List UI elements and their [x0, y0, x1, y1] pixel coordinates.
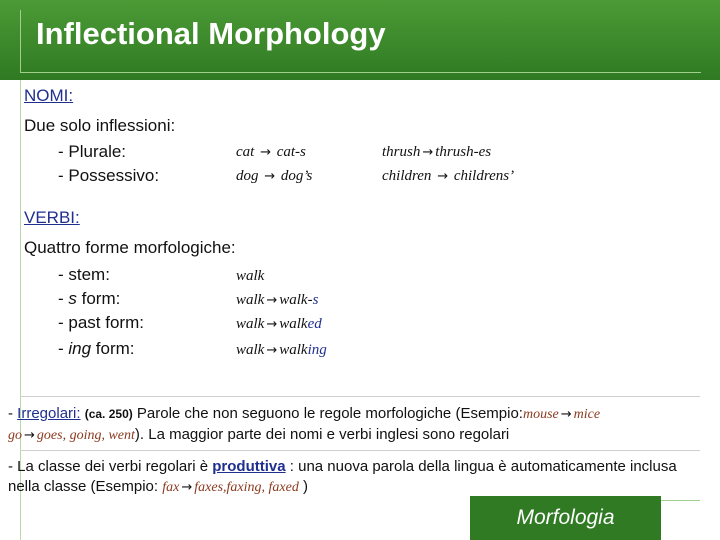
label-suffix: form:: [91, 339, 135, 358]
label-prefix: -: [58, 339, 69, 358]
example-result: mice: [573, 407, 601, 422]
label-em: ing: [68, 339, 92, 358]
regolari-text: : una nuova parola della lingua è automaticamente inclusa nella classe (Esempio:: [8, 458, 677, 495]
label-prefix: -: [58, 289, 69, 308]
arrow-icon: →: [266, 317, 278, 332]
example-base: thrush: [382, 144, 421, 160]
verbi-row-label: [58, 339, 135, 359]
verbi-intro: Quattro forme morfologiche:: [24, 238, 236, 257]
divider: [20, 450, 700, 451]
example-suffix: ing: [307, 342, 327, 358]
example-base: mouse: [522, 407, 559, 422]
arrow-icon: →: [422, 145, 434, 160]
nomi-example: [236, 144, 306, 161]
verbi-example: [236, 292, 318, 309]
verbi-row-label: - stem:: [58, 265, 110, 284]
arrow-icon: →: [264, 169, 276, 184]
title-bar: [0, 0, 720, 80]
example-suffix: ed: [307, 316, 322, 332]
example-base: dog: [236, 168, 259, 184]
example-result: goes, going, went: [36, 428, 135, 443]
verbi-heading: VERBI:: [24, 208, 80, 227]
example-result: thrush-es: [435, 144, 492, 160]
irregolari-count: (ca. 250): [84, 407, 133, 421]
example-base: cat: [236, 144, 255, 160]
nomi-intro: Due solo inflessioni:: [24, 116, 176, 135]
verbi-row-label: - past form:: [58, 313, 144, 332]
nomi-example: [382, 168, 514, 185]
regolari-text: ): [298, 478, 308, 495]
nomi-example: [236, 168, 312, 185]
regolari-text: - La classe dei verbi regolari è: [8, 458, 213, 475]
label-suffix: form:: [76, 289, 121, 308]
example-result: dog’s: [280, 168, 313, 184]
arrow-icon: →: [560, 407, 572, 422]
example-base: walk: [236, 292, 265, 308]
example-base: walk: [236, 268, 265, 284]
example-result: faxes,faxing, faxed: [194, 480, 299, 495]
arrow-icon: →: [437, 169, 449, 184]
example-base: go: [8, 428, 22, 443]
example-stem: walk: [279, 342, 308, 358]
example-stem: walk: [279, 316, 308, 332]
irregolari-text: ). La maggior parte dei nomi e verbi inglesi sono regolari: [134, 426, 510, 443]
example-base: fax: [162, 480, 180, 495]
example-suffix: s: [312, 292, 319, 308]
arrow-icon: →: [266, 293, 278, 308]
example-base: children: [382, 168, 432, 184]
arrow-icon: →: [260, 145, 271, 160]
irregolari-text: Parole che non seguono le regole morfologiche (Esempio:: [132, 405, 523, 422]
arrow-icon: →: [181, 480, 193, 495]
irregolari-paragraph: [8, 404, 698, 446]
arrow-icon: →: [24, 428, 35, 443]
footer-label: Morfologia: [470, 496, 661, 540]
example-base: walk: [236, 342, 265, 358]
label-em: s: [68, 289, 77, 308]
example-base: walk: [236, 316, 265, 332]
nomi-row-label: - Plurale:: [58, 142, 127, 161]
verbi-example: [236, 342, 327, 359]
regolari-paragraph: [8, 457, 698, 498]
produttiva-term: produttiva: [212, 458, 286, 475]
dash: -: [8, 405, 18, 422]
example-stem: walk-: [279, 292, 313, 308]
example-result: childrens’: [453, 168, 515, 184]
example-result: cat-s: [276, 144, 306, 160]
verbi-example: [236, 268, 264, 285]
page-title: Inflectional Morphology: [36, 16, 386, 51]
verbi-row-label: [58, 289, 120, 309]
arrow-icon: →: [266, 343, 278, 358]
divider: [20, 396, 700, 397]
nomi-heading: NOMI:: [24, 86, 74, 105]
irregolari-link[interactable]: Irregolari:: [17, 405, 81, 422]
nomi-example: [382, 144, 491, 161]
nomi-row-label: - Possessivo:: [58, 166, 160, 185]
verbi-example: [236, 316, 322, 333]
